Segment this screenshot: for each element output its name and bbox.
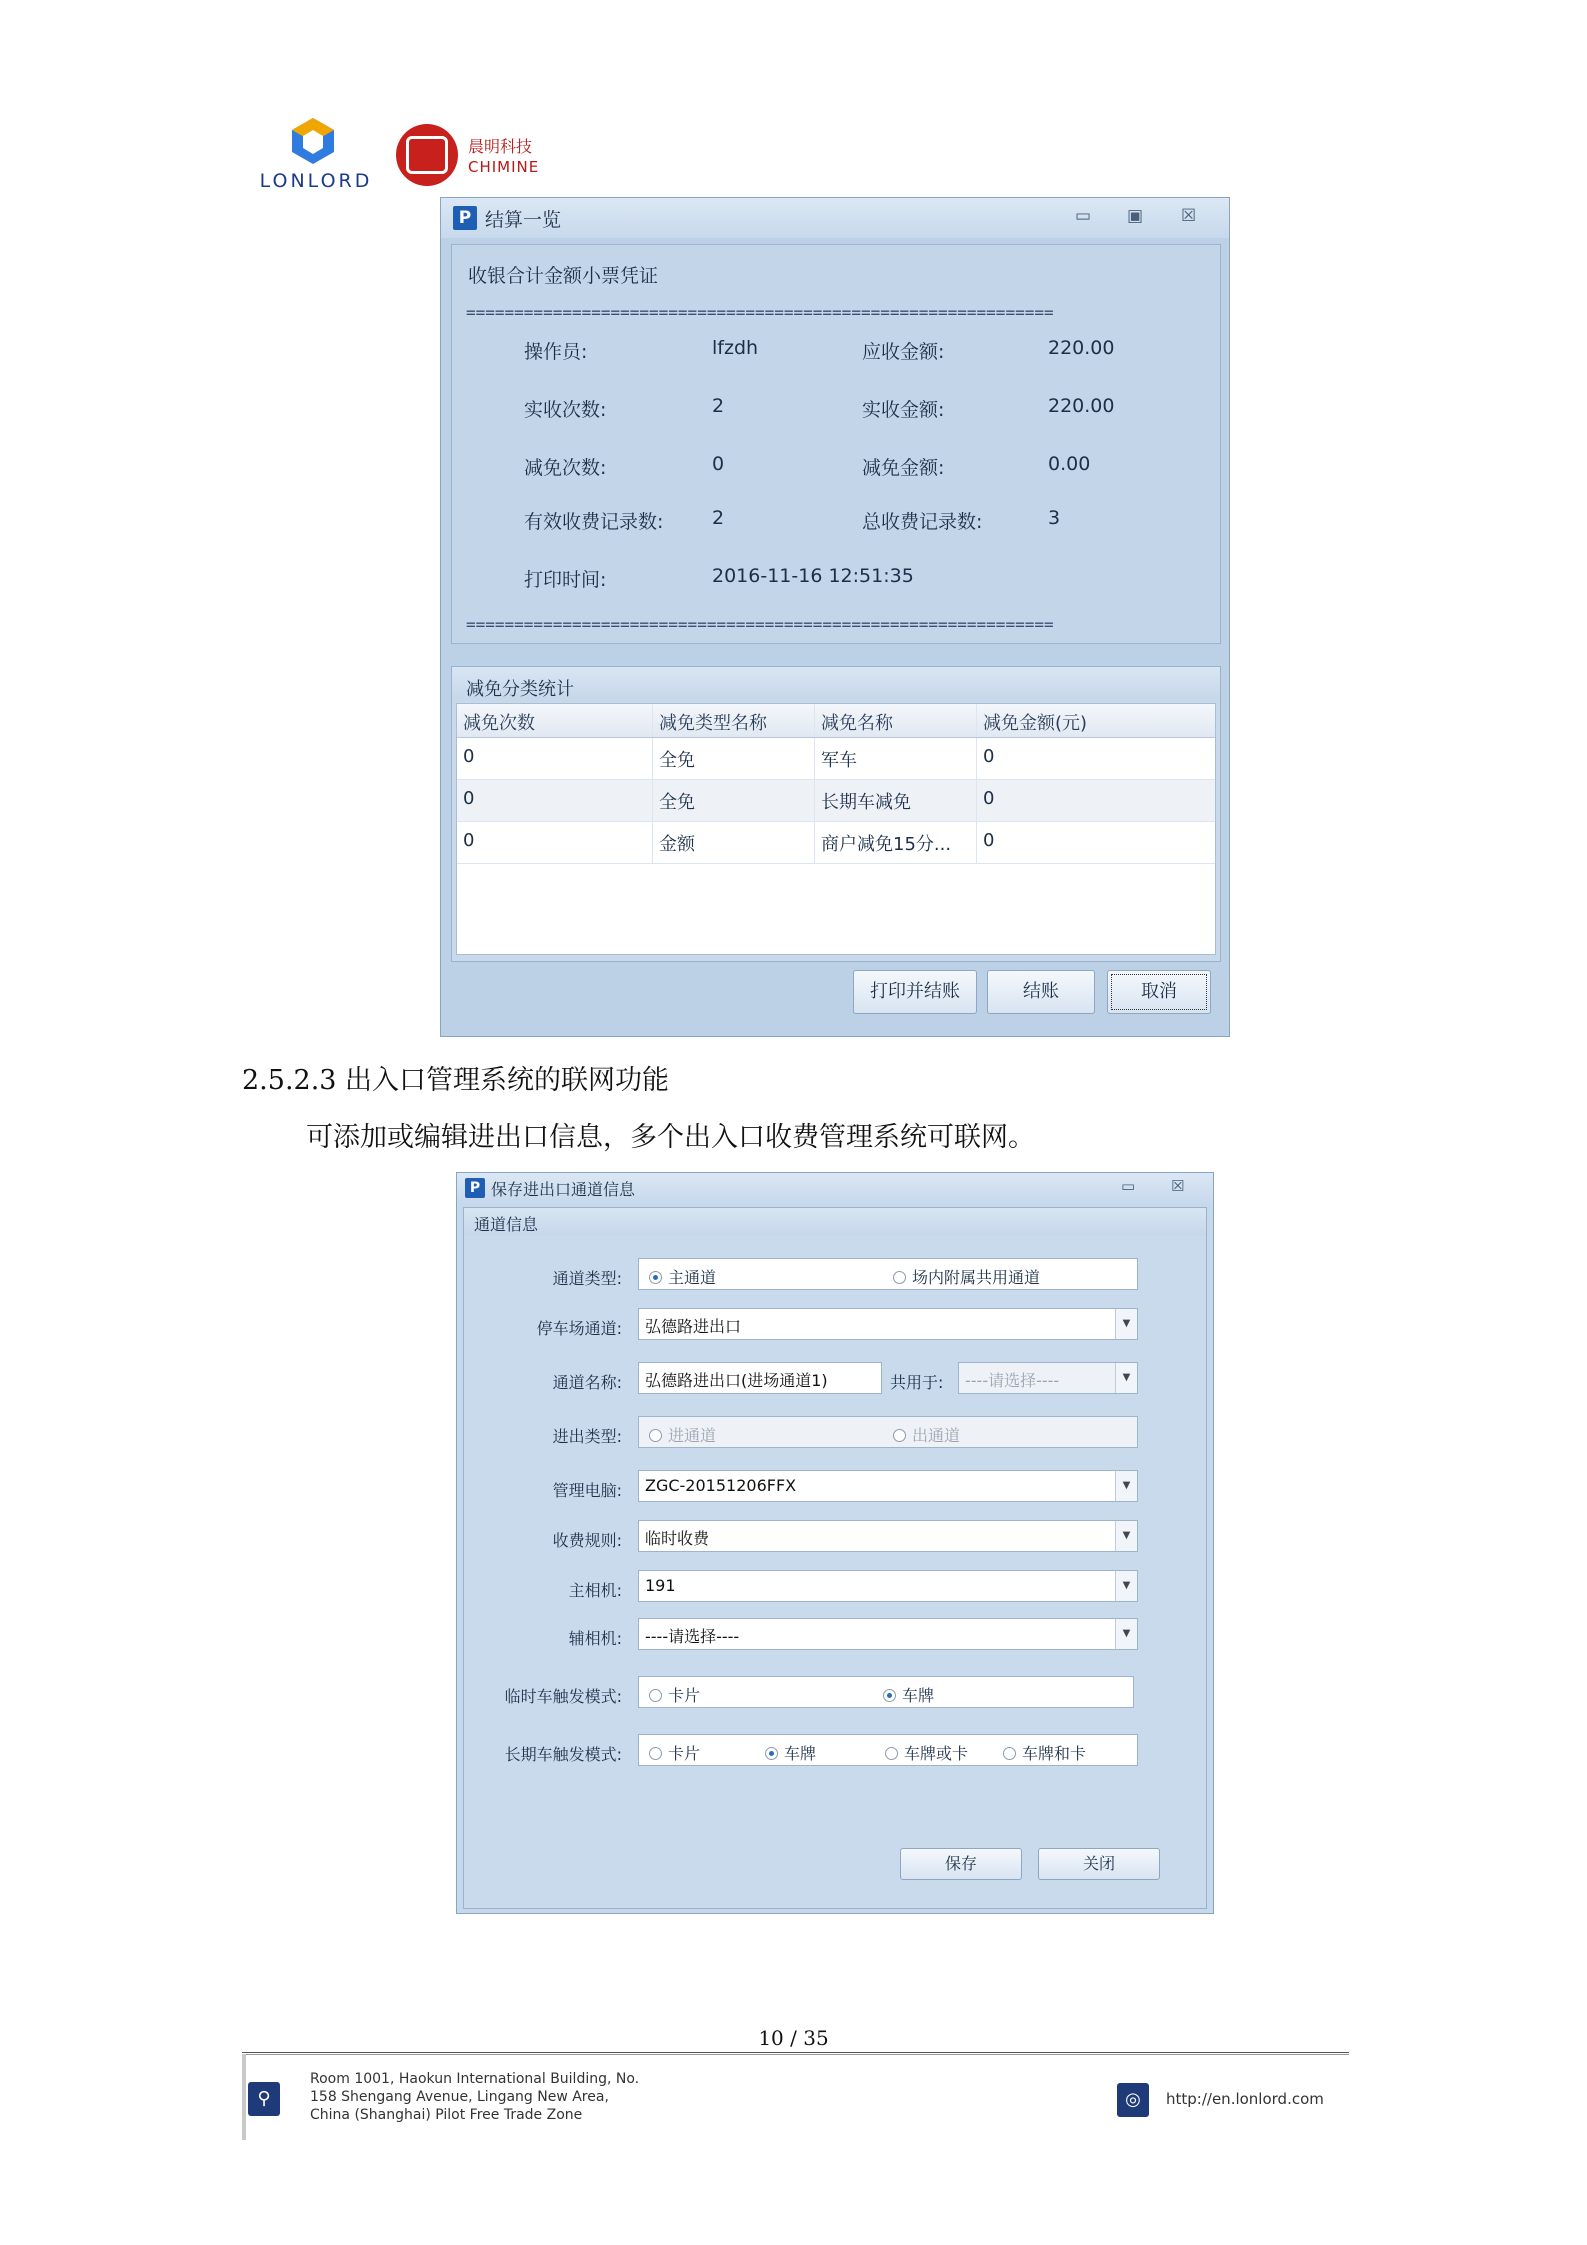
table-cell: 0 — [457, 780, 653, 821]
footer-left-bar — [242, 2054, 246, 2140]
settle-button[interactable]: 结账 — [987, 970, 1095, 1014]
due-label: 应收金额: — [862, 341, 945, 363]
table-row[interactable] — [457, 822, 1215, 864]
chevron-down-icon: ▼ — [1115, 1521, 1137, 1551]
table-cell: 0 — [983, 788, 995, 809]
separator-bottom: ============================================================= — [466, 615, 1054, 634]
close-icon[interactable]: ☒ — [1171, 1177, 1185, 1195]
io-type-radio-group — [638, 1416, 1138, 1448]
due-value: 220.00 — [1048, 337, 1115, 359]
parking-channel-label: 停车场通道: — [536, 1319, 622, 1338]
table-header — [457, 704, 1215, 738]
channel-type-label: 通道类型: — [552, 1269, 622, 1288]
parking-app-icon: P — [453, 206, 477, 230]
panel-title: 通道信息 — [464, 1208, 1206, 1236]
separator-top: ============================================================= — [466, 303, 1054, 322]
aux-camera-select[interactable]: ----请选择---- ▼ — [638, 1618, 1138, 1650]
lonlord-logo — [246, 116, 386, 192]
settlement-window — [440, 197, 1230, 1037]
shared-with-select: ----请选择---- ▼ — [958, 1362, 1138, 1394]
window-title: 结算一览 — [485, 208, 562, 231]
chevron-down-icon: ▼ — [1115, 1363, 1137, 1393]
location-pin-icon: ⚲ — [248, 2082, 280, 2116]
table-cell: 0 — [457, 738, 653, 779]
address-line: Room 1001, Haokun International Building, No. — [310, 2071, 640, 2087]
save-button[interactable]: 保存 — [900, 1848, 1022, 1880]
print-settle-button[interactable]: 打印并结账 — [853, 970, 977, 1014]
table-cell: 0 — [983, 746, 995, 767]
lonlord-wordmark: LONLORD — [259, 170, 373, 192]
long-trigger-label: 长期车触发模式: — [504, 1745, 622, 1764]
chimine-name-en: CHIMINE — [468, 158, 540, 176]
table-cell: 长期车减免 — [815, 780, 977, 821]
column-header[interactable]: 减免次数 — [457, 704, 653, 737]
count-label: 实收次数: — [524, 399, 607, 421]
table-row[interactable] — [457, 738, 1215, 780]
entry-radio: 进通道 — [649, 1423, 716, 1446]
received-value: 220.00 — [1048, 395, 1115, 417]
table-cell: 金额 — [653, 822, 815, 863]
channel-info-panel — [463, 1207, 1207, 1909]
waive-amount-label: 减免金额: — [862, 457, 945, 479]
parking-channel-select[interactable]: 弘德路进出口 ▼ — [638, 1308, 1138, 1340]
exit-radio: 出通道 — [893, 1423, 960, 1446]
waive-count-value: 0 — [712, 453, 725, 475]
channel-name-label: 通道名称: — [552, 1373, 622, 1392]
chimine-logo — [396, 124, 556, 188]
column-header[interactable]: 减免名称 — [815, 704, 977, 737]
waiver-stats-group — [451, 666, 1221, 962]
window-title: 保存进出口通道信息 — [491, 1179, 636, 1199]
long-trigger-radio-group — [638, 1734, 1138, 1766]
window-titlebar[interactable] — [457, 1173, 1213, 1203]
long-plate-or-card-radio[interactable]: 车牌或卡 — [885, 1741, 968, 1764]
management-pc-label: 管理电脑: — [552, 1481, 622, 1500]
aux-camera-label: 辅相机: — [568, 1629, 622, 1648]
window-titlebar[interactable] — [441, 198, 1229, 238]
chevron-down-icon: ▼ — [1115, 1309, 1137, 1339]
main-channel-radio[interactable]: 主通道 — [649, 1265, 716, 1288]
count-value: 2 — [712, 395, 725, 417]
table-cell: 0 — [457, 822, 653, 863]
lonlord-cube-icon — [290, 116, 336, 166]
temp-trigger-radio-group — [638, 1676, 1134, 1708]
valid-records-value: 2 — [712, 507, 725, 529]
main-camera-select[interactable]: 191 ▼ — [638, 1570, 1138, 1602]
column-header[interactable]: 减免类型名称 — [653, 704, 815, 737]
close-icon[interactable]: ☒ — [1181, 206, 1197, 226]
chimine-name-cn: 晨明科技 — [468, 137, 533, 156]
section-paragraph: 可添加或编辑进出口信息，多个出入口收费管理系统可联网。 — [306, 1122, 1035, 1153]
long-plate-and-card-radio[interactable]: 车牌和卡 — [1003, 1741, 1086, 1764]
website-link[interactable]: http://en.lonlord.com — [1166, 2090, 1324, 2108]
total-records-value: 3 — [1048, 507, 1061, 529]
maximize-icon[interactable]: ▣ — [1127, 206, 1144, 226]
chevron-down-icon: ▼ — [1115, 1571, 1137, 1601]
table-row[interactable] — [457, 780, 1215, 822]
address-line: 158 Shengang Avenue, Lingang New Area, — [310, 2089, 609, 2105]
table-cell: 0 — [983, 830, 995, 851]
total-records-label: 总收费记录数: — [862, 511, 983, 533]
print-time-label: 打印时间: — [524, 569, 607, 591]
channel-name-input[interactable]: 弘德路进出口(进场通道1) — [638, 1362, 882, 1394]
received-label: 实收金额: — [862, 399, 945, 421]
address-line: China (Shanghai) Pilot Free Trade Zone — [310, 2107, 583, 2123]
table-cell: 全免 — [653, 780, 815, 821]
temp-card-radio[interactable]: 卡片 — [649, 1683, 700, 1706]
close-button[interactable]: 关闭 — [1038, 1848, 1160, 1880]
parking-app-icon: P — [465, 1178, 485, 1198]
charge-rule-select[interactable]: 临时收费 ▼ — [638, 1520, 1138, 1552]
long-plate-radio[interactable]: 车牌 — [765, 1741, 816, 1764]
group-title: 减免分类统计 — [452, 667, 1220, 701]
footer-divider — [242, 2052, 1349, 2055]
shared-channel-radio[interactable]: 场内附属共用通道 — [893, 1265, 1040, 1288]
waiver-table — [456, 703, 1216, 955]
charge-rule-label: 收费规则: — [552, 1531, 622, 1550]
waive-count-label: 减免次数: — [524, 457, 607, 479]
globe-icon: ◎ — [1117, 2083, 1149, 2117]
minimize-icon[interactable]: ▭ — [1121, 1177, 1136, 1195]
cancel-button[interactable]: 取消 — [1107, 970, 1211, 1014]
chevron-down-icon: ▼ — [1115, 1619, 1137, 1649]
table-cell: 商户减免15分... — [815, 822, 977, 863]
chimine-seal-icon — [396, 124, 458, 186]
management-pc-select[interactable]: ZGC-20151206FFX ▼ — [638, 1470, 1138, 1502]
temp-plate-radio[interactable]: 车牌 — [883, 1683, 934, 1706]
receipt-panel — [451, 244, 1221, 644]
table-cell: 军车 — [815, 738, 977, 779]
chevron-down-icon: ▼ — [1115, 1471, 1137, 1501]
main-camera-label: 主相机: — [568, 1581, 622, 1600]
channel-window — [456, 1172, 1214, 1914]
section-heading: 2.5.2.3 出入口管理系统的联网功能 — [242, 1065, 670, 1096]
receipt-title: 收银合计金额小票凭证 — [468, 265, 659, 287]
table-cell: 全免 — [653, 738, 815, 779]
page-number: 10 / 35 — [758, 2026, 829, 2050]
operator-value: lfzdh — [712, 337, 759, 359]
temp-trigger-label: 临时车触发模式: — [504, 1687, 622, 1706]
shared-with-label: 共用于: — [890, 1373, 944, 1392]
footer-address — [310, 2070, 639, 2124]
io-type-label: 进出类型: — [552, 1427, 622, 1446]
valid-records-label: 有效收费记录数: — [524, 511, 664, 533]
print-time-value: 2016-11-16 12:51:35 — [712, 565, 914, 587]
operator-label: 操作员: — [524, 341, 588, 363]
long-card-radio[interactable]: 卡片 — [649, 1741, 700, 1764]
minimize-icon[interactable]: ▭ — [1075, 206, 1092, 226]
column-header[interactable]: 减免金额(元) — [983, 713, 1088, 734]
channel-type-radio-group — [638, 1258, 1138, 1290]
waive-amount-value: 0.00 — [1048, 453, 1091, 475]
